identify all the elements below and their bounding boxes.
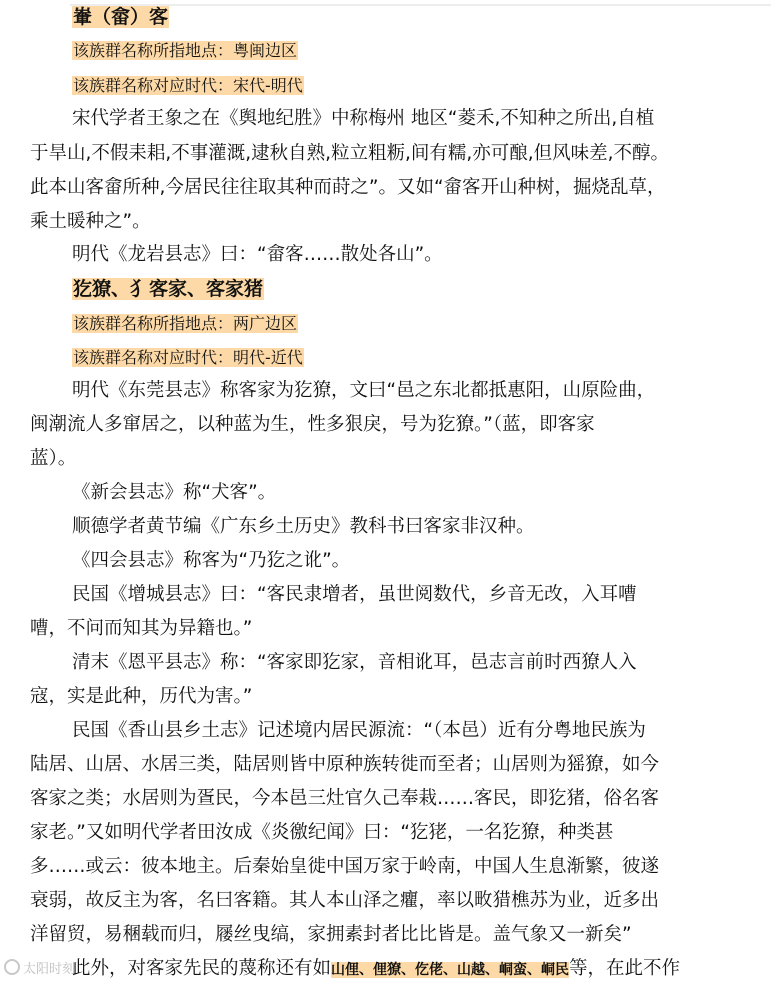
highlighted-names: 山俚、俚獠、仡佬、山越、峒蛮、峒民 xyxy=(331,962,570,978)
section-heading-text: 輋（畲）客 xyxy=(73,6,169,28)
note-place xyxy=(72,38,298,64)
paragraph-line: 闽潮流人多窜居之，以种蓝为生，性多狠戾，号为犵獠。”（蓝，即客家 xyxy=(30,414,595,435)
note-place-text: 该族群名称所指地点：两广边区 xyxy=(73,314,298,333)
paragraph-line: 于旱山,不假耒耜,不事灌溉,逮秋自熟,粒立粗粝,间有糯,亦可酿,但风味差,不醇。 xyxy=(30,143,670,164)
paragraph-line: 《新会县志》称“犬客”。 xyxy=(72,482,277,503)
paragraph-line: 民国《香山县乡土志》记述境内居民源流：“（本邑）近有分粤地民族为 xyxy=(72,720,646,741)
paragraph-line: 嘈，不问而知其为异籍也。” xyxy=(30,618,253,639)
note-era-text: 该族群名称对应时代：宋代-明代 xyxy=(73,76,303,95)
watermark xyxy=(4,958,75,977)
paragraph-line: 明代《东莞县志》称客家为犵獠，文曰“邑之东北都抵惠阳，山原险曲， xyxy=(72,380,656,401)
paragraph-line: 明代《龙岩县志》曰：“畲客……散处各山”。 xyxy=(72,244,443,265)
paragraph-line: 蓝）。 xyxy=(30,448,77,469)
final-line-before: 此外，对客家先民的蔑称还有如 xyxy=(72,958,332,979)
paragraph-line-final xyxy=(72,956,680,983)
watermark-logo-icon xyxy=(4,959,20,975)
note-era xyxy=(72,73,304,99)
note-era-text: 该族群名称对应时代：明代-近代 xyxy=(73,348,303,367)
section-heading-ge-liao xyxy=(72,276,264,302)
paragraph-line: 乘土暖种之”。 xyxy=(30,211,151,232)
paragraph-line: 宋代学者王象之在《舆地纪胜》中称梅州 地区“菱禾,不知种之所出,自植 xyxy=(72,108,655,129)
section-heading-text: 犵獠、犭客家、客家猪 xyxy=(73,278,264,300)
top-rule xyxy=(70,4,771,6)
paragraph-line: 清末《恩平县志》称：“客家即犵家，音相讹耳，邑志言前时西獠人入 xyxy=(72,652,637,673)
paragraph-line: 此本山客畲所种,今居民往往取其种而莳之”。又如“畲客开山种树，掘烧乱草， xyxy=(30,177,666,198)
paragraph-line: 寇，实是此种，历代为害。” xyxy=(30,686,253,707)
paragraph-line: 陆居、山居、水居三类，陆居则皆中原种族转徙而至者；山居则为猺獠，如今 xyxy=(30,754,660,775)
paragraph-line: 家老。”又如明代学者田汝成《炎徼纪闻》曰：“犵狫，一名犵獠，种类甚 xyxy=(30,822,614,843)
note-place xyxy=(72,311,298,337)
note-place-text: 该族群名称所指地点：粤闽边区 xyxy=(73,41,298,60)
paragraph-line: 民国《增城县志》曰：“客民隶增者，虽世阅数代，乡音无改，入耳嘈 xyxy=(72,584,637,605)
paragraph-line: 顺德学者黄节编《广东乡土历史》教科书曰客家非汉种。 xyxy=(72,516,535,537)
final-line-after: 等，在此不作 xyxy=(569,958,681,979)
paragraph-line: 《四会县志》称客为“乃犵之讹”。 xyxy=(72,550,351,571)
paragraph-line: 多……或云：彼本地主。后秦始皇徙中国万家于岭南，中国人生息渐繁，彼遂 xyxy=(30,856,660,877)
note-era xyxy=(72,345,304,371)
section-heading-she-ke xyxy=(72,4,169,30)
watermark-text: 太阳时刻 xyxy=(23,962,76,977)
paragraph-line: 客家之类；水居则为疍民，今本邑三灶官久己奉栽……客民，即犵猪，俗名客 xyxy=(30,788,660,809)
paragraph-line: 衰弱，故反主为客，名曰客籍。其人本山泽之癯，率以畋猎樵苏为业，近多出 xyxy=(30,890,660,911)
paragraph-line: 洋留贸，易稛载而归，屦丝曳缟，家拥素封者比比皆是。盖气象又一新矣” xyxy=(30,924,632,945)
